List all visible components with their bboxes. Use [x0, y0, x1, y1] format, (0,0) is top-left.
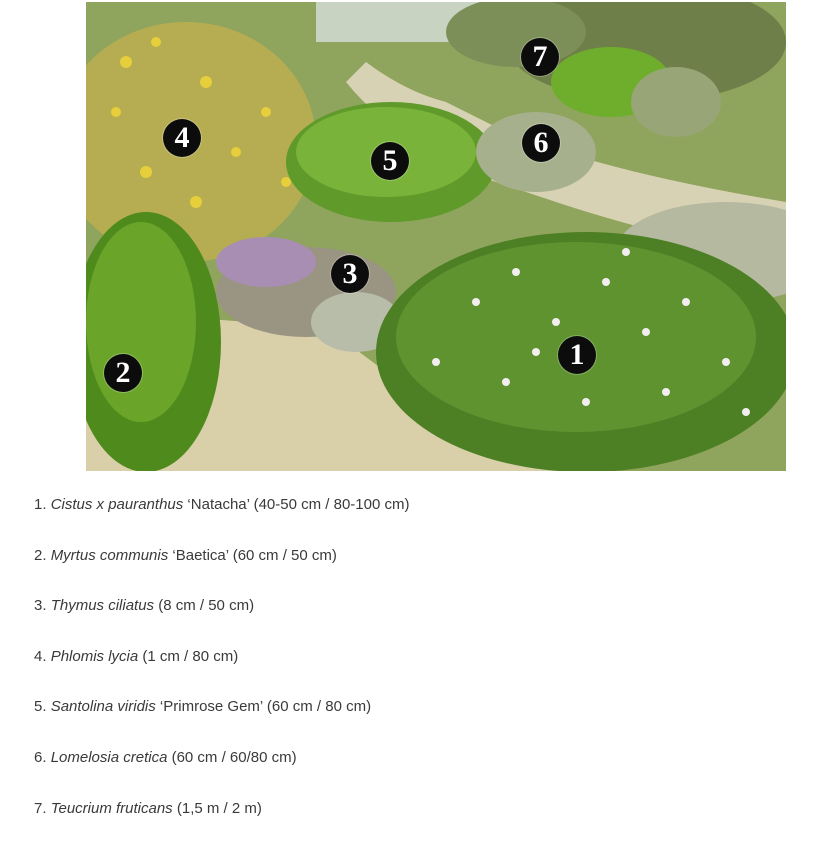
plant-latin-name: Cistus x pauranthus: [50, 496, 184, 513]
plant-number: 1.: [34, 496, 47, 513]
plant-size: (40-50 cm / 80-100 cm): [249, 496, 410, 513]
photo-marker-2: 2: [104, 354, 142, 392]
plant-number: 6.: [34, 748, 47, 766]
plant-cultivar: ‘Primrose Gem’: [155, 698, 263, 716]
plant-number: 2.: [34, 546, 47, 564]
plant-cultivar: ‘Natacha’: [183, 496, 250, 513]
plant-list: [34, 490, 794, 844]
plant-latin-name: Santolina viridis: [50, 698, 156, 716]
plant-item: [34, 490, 794, 541]
photo-marker-6: 6: [522, 124, 560, 162]
plant-size: (1,5 m / 2 m): [172, 799, 262, 817]
plant-item: [34, 794, 794, 844]
plant-size: (60 cm / 80 cm): [262, 698, 372, 716]
plant-latin-name: Phlomis lycia: [50, 647, 139, 665]
plant-item: [34, 591, 794, 642]
photo-marker-7: 7: [521, 38, 559, 76]
plant-size: (60 cm / 60/80 cm): [167, 748, 297, 766]
plant-size: (60 cm / 50 cm): [228, 546, 337, 564]
plant-latin-name: Myrtus communis: [50, 546, 169, 564]
photo-marker-5: 5: [371, 142, 409, 180]
plant-item: [34, 743, 794, 794]
plant-latin-name: Thymus ciliatus: [50, 597, 155, 615]
garden-illustration: [86, 2, 786, 471]
garden-photo: [86, 2, 786, 471]
plant-latin-name: Teucrium fruticans: [50, 799, 173, 817]
photo-marker-1: 1: [558, 336, 596, 374]
plant-cultivar: ‘Baetica’: [168, 546, 229, 564]
plant-number: 7.: [34, 799, 47, 817]
plant-item: [34, 642, 794, 693]
plant-item: [34, 692, 794, 743]
photo-marker-3: 3: [331, 255, 369, 293]
plant-size: (1 cm / 80 cm): [138, 647, 239, 665]
plant-item: [34, 541, 794, 592]
plant-number: 3.: [34, 597, 47, 615]
plant-number: 5.: [34, 698, 47, 716]
plant-number: 4.: [34, 647, 47, 665]
plant-size: (8 cm / 50 cm): [154, 597, 255, 615]
plant-latin-name: Lomelosia cretica: [50, 748, 168, 766]
photo-marker-4: 4: [163, 119, 201, 157]
